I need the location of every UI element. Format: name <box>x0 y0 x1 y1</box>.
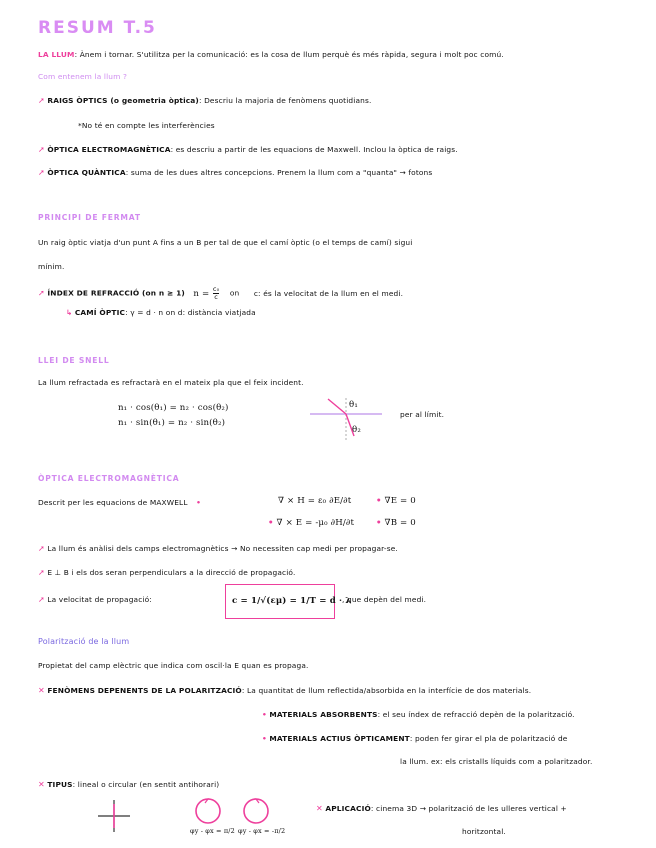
polar-types-line <box>38 780 219 789</box>
em-line3 <box>38 595 152 604</box>
snell-text: La llum refractada es refractarà en el mateix pla que el feix incident. <box>38 378 304 387</box>
cross-icon: ✕ <box>38 686 45 695</box>
em-line3-tail: , que depèn del medi. <box>342 595 427 604</box>
bullet-text: : suma de les dues altres concepcions. Prenem la llum com a "quanta" → fotons <box>125 168 433 177</box>
maxwell-eq2 <box>268 518 354 528</box>
bullet-dot-icon: • <box>376 518 382 528</box>
intro-text: : Ànem i tornar. S'utilitza per la comunicació: es la cosa de llum perquè és més ràpida, segura i molt poc comú. <box>74 50 504 59</box>
polar-app-line <box>316 804 567 813</box>
bullet-dot-icon: • <box>262 734 267 743</box>
bullet-label: ÒPTICA ELECTROMAGNÈTICA <box>47 145 171 154</box>
arrow-star-icon: ➚ <box>38 568 45 577</box>
polar-act-line-2: la llum. ex: els cristalls líquids com a polaritzador. <box>400 757 593 766</box>
snell-diagram <box>306 394 386 444</box>
bullet-label: ÒPTICA QUÀNTICA <box>47 168 126 177</box>
types-label: TIPUS <box>47 780 73 789</box>
em-intro-text: Descrit per les equacions de MAXWELL <box>38 498 188 507</box>
index-desc: c: és la velocitat de la llum en el medi. <box>253 288 404 298</box>
maxwell-eq1: ∇ × H = ε₀ ∂E/∂t <box>278 496 352 506</box>
act-text: : poden fer girar el pla de polarització de <box>409 734 568 743</box>
polar-abs-line <box>262 710 575 719</box>
theta2-label: θ₂ <box>352 425 361 435</box>
section-heading-snell: LLEI DE SNELL <box>38 356 110 365</box>
circular-polarization-cw-icon <box>242 797 270 825</box>
bullet-note: *No té en compte les interferències <box>78 121 215 130</box>
arrow-star-icon: ➚ <box>38 544 45 553</box>
maxwell-eq3 <box>376 496 416 506</box>
bullet-dot-icon: • <box>196 498 201 507</box>
intro-question: Com entenem la llum ? <box>38 72 128 81</box>
circular-polarization-ccw-icon <box>194 797 222 825</box>
index-den: c <box>214 293 218 301</box>
app-label: APLICACIÓ <box>325 804 371 813</box>
linear-polarization-cross-icon <box>96 798 132 834</box>
bullet-dot-icon: • <box>268 518 274 528</box>
arrow-star-icon: ➚ <box>38 288 45 298</box>
circle1-caption: φy - φx = π/2 <box>190 827 235 835</box>
arrow-star-icon: ➚ <box>38 96 45 105</box>
snell-eq1: n₁ · cos(θ₁) = n₂ · cos(θ₂) <box>118 403 229 413</box>
circle2-caption: φy - φx = -π/2 <box>238 827 286 835</box>
section-heading-polar: Polarització de la llum <box>38 637 130 646</box>
cross-icon: ✕ <box>38 780 45 789</box>
em-line1 <box>38 544 398 553</box>
snell-eq2: n₁ · sin(θ₁) = n₂ · sin(θ₂) <box>118 418 226 428</box>
bullet-text: : es descriu a partir de les equacions de Maxwell. Inclou la òptica de raigs. <box>170 145 458 154</box>
abs-text: : el seu índex de refracció depèn de la polarització. <box>377 710 575 719</box>
abs-label: MATERIALS ABSORBENTS <box>269 710 378 719</box>
em-intro <box>38 498 201 507</box>
index-formula-lhs: n = <box>193 288 210 299</box>
bullet-text: : Descriu la majoria de fenòmens quotidians. <box>198 96 372 105</box>
polar-dep-line <box>38 686 531 695</box>
app-text: : cinema 3D → polarització de les ulleres vertical + <box>370 804 567 813</box>
snell-note: per al límit. <box>400 410 445 419</box>
polar-text: Propietat del camp elèctric que indica com oscil·la E quan es propaga. <box>38 661 309 670</box>
path-label: CAMÍ ÒPTIC <box>74 308 126 317</box>
em-line3-text: La velocitat de propagació: <box>47 595 152 604</box>
fermat-index-line <box>38 286 403 301</box>
maxwell-eq4 <box>376 518 416 528</box>
polar-app-line-2: horitzontal. <box>462 827 506 836</box>
bullet-dot-icon: • <box>376 496 382 506</box>
intro-line <box>38 50 504 59</box>
maxwell-eq3-text: ∇E = 0 <box>384 496 416 506</box>
fermat-path-line <box>66 308 256 317</box>
maxwell-eq4-text: ∇B = 0 <box>384 518 416 528</box>
bullet-raigs <box>38 96 371 105</box>
polar-act-line <box>262 734 567 743</box>
act-label: MATERIALS ACTIUS ÒPTICAMENT <box>269 734 410 743</box>
fermat-text: Un raig òptic viatja d'un punt A fins a un B per tal de que el camí òptic (o el temps de camí) sigui <box>38 238 413 247</box>
maxwell-eq2-text: ∇ × E = -μ₀ ∂H/∂t <box>276 518 355 528</box>
path-text: : γ = d · n on d: distància viatjada <box>125 308 256 317</box>
index-on: on <box>229 288 240 298</box>
dep-text: : La quantitat de llum reflectida/absorbida en la interfície de dos materials. <box>241 686 532 695</box>
bullet-quantum <box>38 168 432 177</box>
arrow-star-icon: ➚ <box>38 168 45 177</box>
cross-icon: ✕ <box>316 804 323 813</box>
index-label: ÍNDEX DE REFRACCIÓ (on n ≥ 1) <box>47 288 185 298</box>
types-text: : lineal o circular (en sentit antihorari) <box>72 780 220 789</box>
intro-lead: LA LLUM <box>38 50 75 59</box>
em-line2 <box>38 568 295 577</box>
arrow-star-icon: ➚ <box>38 595 45 604</box>
em-line1-text: La llum és anàlisi dels camps electromagnètics → No necessiten cap medi per propagar-se. <box>47 544 398 553</box>
sub-arrow-icon: ↳ <box>66 308 73 317</box>
fermat-text-2: mínim. <box>38 262 65 271</box>
index-fraction <box>213 286 219 301</box>
arrow-star-icon: ➚ <box>38 145 45 154</box>
page-title: RESUM T.5 <box>38 18 157 38</box>
section-heading-fermat: PRINCIPI DE FERMAT <box>38 213 141 222</box>
section-heading-em: ÒPTICA ELECTROMAGNÈTICA <box>38 474 180 483</box>
bullet-label: RAIGS ÒPTICS (o geometria òptica) <box>47 96 199 105</box>
em-line2-text: E ⊥ B i els dos seran perpendiculars a la direcció de propagació. <box>47 568 296 577</box>
theta1-label: θ₁ <box>349 400 358 410</box>
incident-ray <box>328 399 346 414</box>
index-num: c₀ <box>212 285 220 293</box>
velocity-formula: c = 1/√(εμ) = 1/T = d · λ <box>232 596 352 606</box>
bullet-dot-icon: • <box>262 710 267 719</box>
dep-label: FENÒMENS DEPENENTS DE LA POLARITZACIÓ <box>47 686 242 695</box>
bullet-em <box>38 145 458 154</box>
